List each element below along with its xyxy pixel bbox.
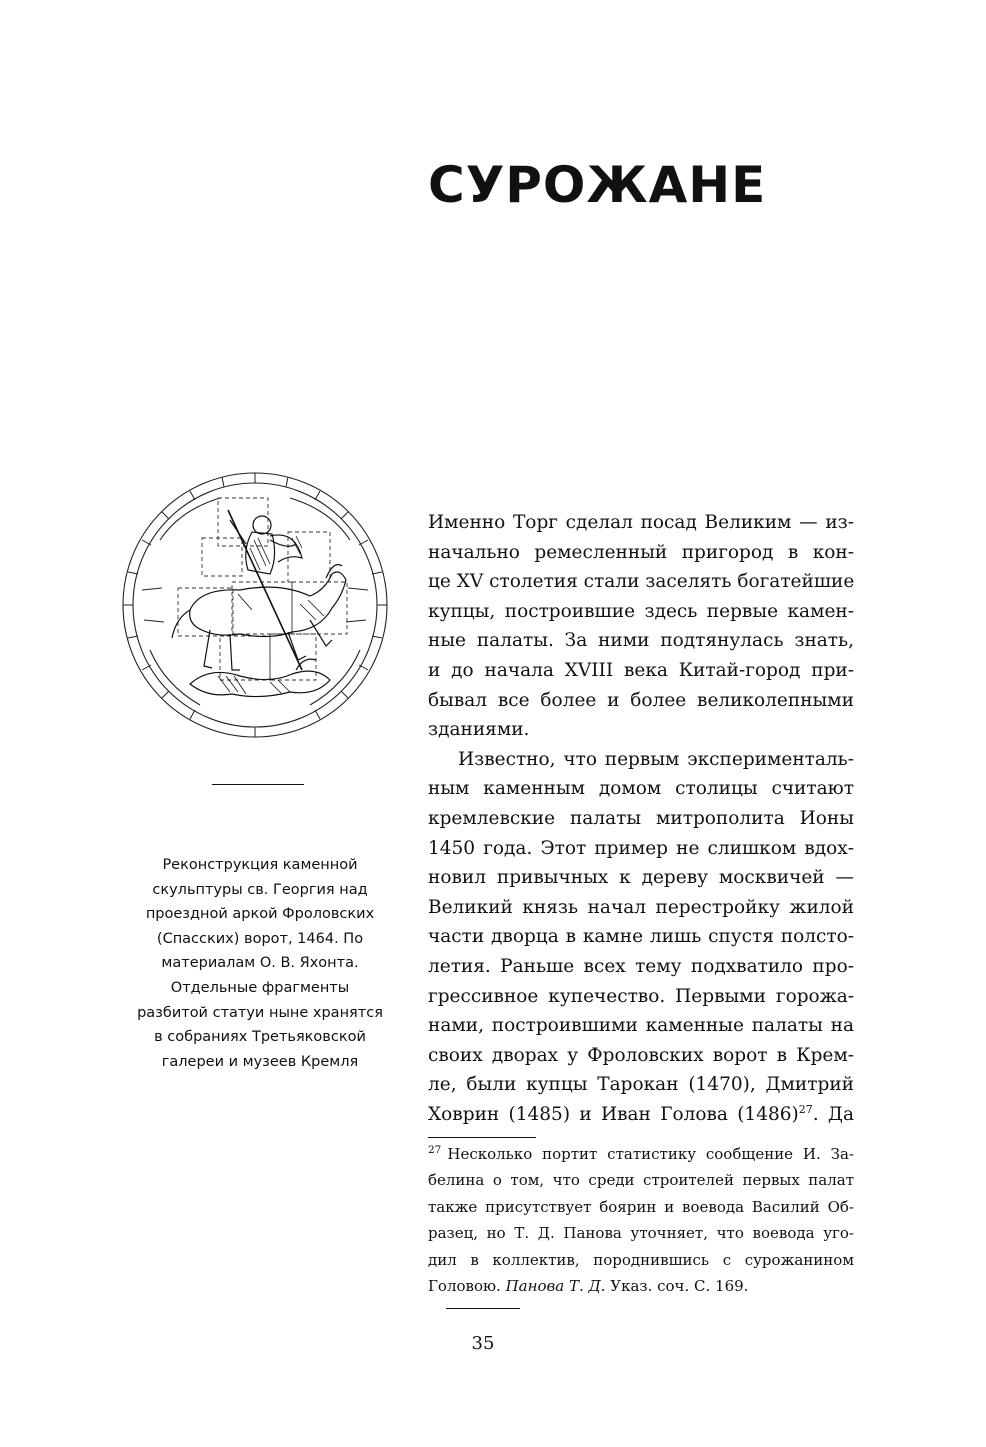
text-line: Известно, что первым эксперименталь- <box>458 748 854 770</box>
text-line: кремлевские палаты митрополита Ионы <box>428 807 854 829</box>
chapter-title: СУРОЖАНЕ <box>428 156 767 214</box>
caption-line: материалам О. В. Яхонта. <box>161 955 359 972</box>
footnote-line: дил в коллектив, породнившись с сурожанином <box>428 1250 854 1269</box>
text-line: купцы, построившие здесь первые камен- <box>428 600 854 622</box>
text-line: и до начала XVIII века Китай-город при- <box>428 659 854 681</box>
text-line: части дворца в камне лишь спустя полсто- <box>428 926 854 948</box>
text-line <box>428 1100 854 1130</box>
body-text <box>428 508 854 1129</box>
text-line: це XV столетия стали заселять богатейшие <box>428 571 855 593</box>
text-line: ным каменным домом столицы считают <box>428 778 854 800</box>
footnote-number: 27 <box>428 1144 442 1156</box>
caption-line: Реконструкция каменной <box>162 857 358 873</box>
page-number: 35 <box>471 1333 495 1354</box>
text-line: ле, были купцы Тарокан (1470), Дмитрий <box>428 1074 854 1096</box>
text-segment: Несколько портит статистику сообщение И. За- <box>447 1145 854 1163</box>
caption-divider <box>212 784 304 785</box>
footnote-line: также присутствует боярин и воевода Василий Об- <box>428 1197 854 1216</box>
caption-line: разбитой статуи ныне хранятся <box>137 1004 383 1021</box>
footnote-line <box>428 1141 854 1167</box>
text-line: Именно Торг сделал посад Великим — из- <box>428 512 854 533</box>
text-line: бывал все более и более великолепными <box>428 689 854 711</box>
author-reference: Панова Т. Д. <box>505 1276 606 1295</box>
caption-line: Отдельные фрагменты <box>170 979 350 996</box>
footnote-line: белина о том, что среди строителей первых палат <box>428 1171 854 1190</box>
caption-line: проездной аркой Фроловских <box>145 906 375 923</box>
text-segment: Головою. <box>428 1276 506 1295</box>
text-line: 1450 года. Этот пример не слишком вдох- <box>428 837 854 859</box>
caption-line: скульптуры св. Георгия над <box>152 881 368 898</box>
text-segment: Указ. соч. С. 169. <box>605 1276 749 1295</box>
footnote <box>428 1141 854 1299</box>
page-number-divider <box>446 1308 520 1309</box>
caption-line: в собраниях Третьяковской <box>154 1029 366 1046</box>
text-line: начально ремесленный пригород в кон- <box>428 541 854 563</box>
text-line: летия. Раньше всех тему подхватило про- <box>428 955 854 977</box>
st-george-relief-illustration <box>120 470 390 740</box>
text-line: зданиями. <box>428 719 530 741</box>
text-segment: . Да <box>812 1103 854 1125</box>
footnote-reference[interactable]: 27 <box>798 1102 813 1116</box>
footnote-divider <box>428 1137 536 1138</box>
footnote-line: разец, но Т. Д. Панова уточняет, что воевода уго- <box>428 1224 854 1243</box>
text-line: ные палаты. За ними подтянулась знать, <box>428 630 854 652</box>
text-line: новил привычных к дереву москвичей — <box>428 867 854 889</box>
footnote-line <box>428 1273 854 1299</box>
illustration-caption <box>130 853 390 1074</box>
caption-line: (Спасских) ворот, 1464. По <box>156 930 364 947</box>
text-line: Великий князь начал перестройку жилой <box>428 896 854 918</box>
paragraph-2 <box>428 745 854 1130</box>
text-line: своих дворах у Фроловских ворот в Крем- <box>428 1044 854 1066</box>
caption-line: галереи и музеев Кремля <box>161 1053 359 1070</box>
text-line: грессивное купечество. Первыми горожа- <box>428 985 854 1007</box>
paragraph-1 <box>428 508 854 745</box>
text-segment: Ховрин (1485) и Иван Голова (1486) <box>428 1103 799 1125</box>
text-line: нами, построившими каменные палаты на <box>428 1015 854 1037</box>
